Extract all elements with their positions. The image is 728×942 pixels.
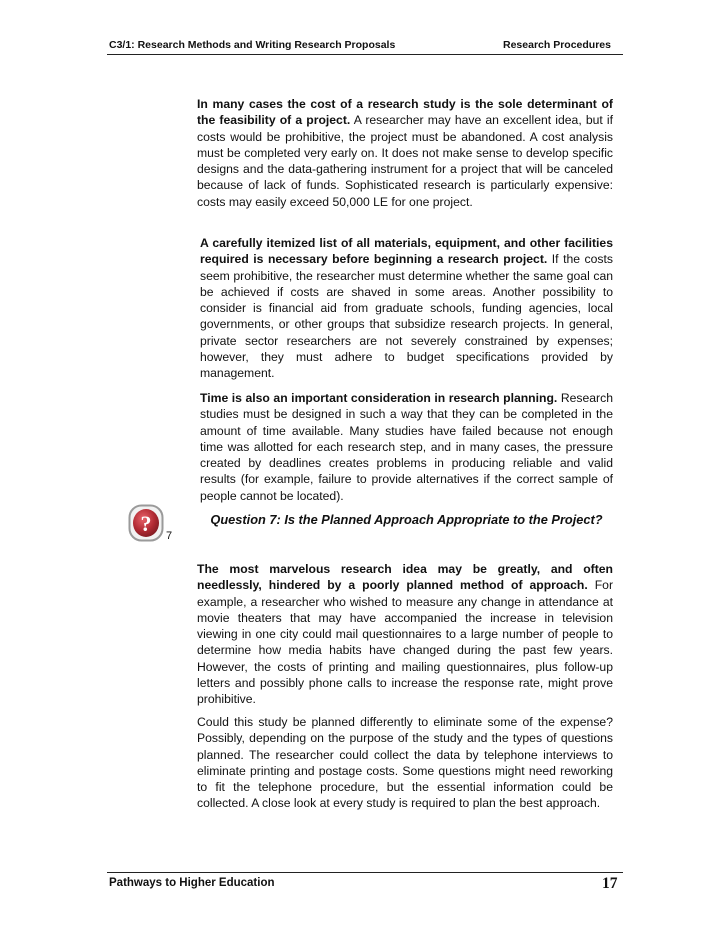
paragraph-cost-lead: In many cases the cost of a research study is the sole determinant of the feasibility of a project. (197, 97, 613, 128)
question-mark-icon (128, 504, 164, 542)
paragraph-itemized-list-lead: A carefully itemized list of all materials, equipment, and other facilities required is necessary before beginning a research project. (200, 236, 613, 267)
paragraph-itemized-list-body: If the costs seem prohibitive, the researcher must determine whether the same goal can be achieved if costs are shaved in some areas. Another possibility to consider is financial aid from graduate schools, funding agencies, local governments, or other groups that subsidize research projects. In general, private sector researchers are not severely constrained by expenses; however, they must adhere to budget specifications provided by management. (200, 252, 613, 381)
paragraph-time-lead: Time is also an important consideration in research planning. (200, 391, 558, 405)
footer-title: Pathways to Higher Education (109, 877, 275, 889)
paragraph-approach-lead: The most marvelous research idea may be greatly, and often needlessly, hindered by a poorly planned method of approach. (197, 562, 613, 593)
paragraph-approach (197, 561, 613, 708)
paragraph-telephone-body: Could this study be planned differently to eliminate some of the expense? Possibly, depending on the purpose of the study and the types of questions planned. The researcher could collect the data by telephone interviews to eliminate printing and postage costs. Some questions might need reworking to fit the telephone procedure, but the essential information could be collected. A close look at every study is required to plan the best approach. (197, 715, 613, 811)
paragraph-time (200, 390, 613, 504)
page-number: 17 (602, 875, 618, 892)
paragraph-telephone (197, 714, 613, 812)
question-heading: Question 7: Is the Planned Approach Appropriate to the Project? (210, 512, 603, 527)
paragraph-cost-body: A researcher may have an excellent idea, but if costs would be prohibitive, the project must be abandoned. A cost analysis must be completed very early on. It does not make sense to develop specific designs and the data-gathering instrument for a project that will be canceled because of lack of funds. Sophisticated research is particularly expensive: costs may easily exceed 50,000 LE for one project. (197, 113, 613, 209)
question-number: 7 (166, 530, 173, 542)
question-mark-glyph: ? (140, 511, 152, 536)
header-course-title: C3/1: Research Methods and Writing Research Proposals (109, 39, 396, 51)
footer-rule (107, 872, 623, 873)
paragraph-time-body: Research studies must be designed in such a way that they can be completed in the amount of time available. Many studies have failed because not enough time was allotted for each research step, and in many cases, the pressure created by deadlines creates problems in producing reliable and valid results (for example, failure to provide alternatives if the correct sample of people cannot be located). (200, 391, 613, 503)
paragraph-itemized-list (200, 235, 613, 382)
header-rule (107, 54, 623, 55)
header-section-title: Research Procedures (503, 39, 611, 51)
paragraph-approach-body: For example, a researcher who wished to measure any change in attendance at movie theaters that may have accompanied the increase in television viewing in one city could mail questionnaires to a large number of people to determine how media habits have changed during the past few years. However, the costs of printing and mailing questionnaires, plus follow-up letters and possibly phone calls to increase the response rate, might prove prohibitive. (197, 578, 614, 707)
paragraph-cost (197, 96, 613, 210)
